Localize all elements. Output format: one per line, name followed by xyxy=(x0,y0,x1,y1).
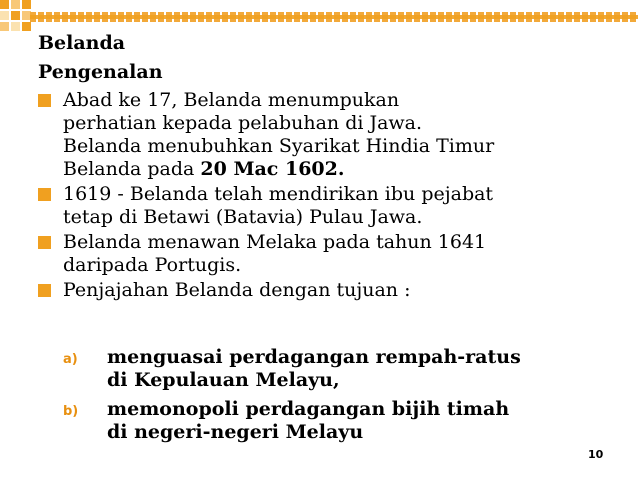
sub-list-item xyxy=(63,398,603,444)
bullet-list xyxy=(38,89,608,304)
checker-square xyxy=(0,0,9,9)
sub-list-text: di Kepulauan Melayu, xyxy=(107,369,340,391)
bullet-text: tetap di Betawi (Batavia) Pulau Jawa. xyxy=(63,206,423,228)
bullet-date-emphasis: 20 Mac 1602. xyxy=(200,158,345,180)
decorative-top-stripe xyxy=(30,12,638,22)
slide-heading: Belanda xyxy=(38,32,126,54)
bullet-text: perhatian kepada pelabuhan di Jawa. xyxy=(63,112,423,134)
bullet-item xyxy=(38,89,608,181)
square-bullet-icon xyxy=(38,94,51,107)
checker-square xyxy=(11,11,20,20)
page-number: 10 xyxy=(588,448,604,461)
checker-square xyxy=(0,22,9,31)
bullet-item xyxy=(38,279,608,302)
bullet-text: 1619 - Belanda telah mendirikan ibu pejabat xyxy=(63,183,494,205)
bullet-text-line xyxy=(63,158,608,181)
bullet-text: Abad ke 17, Belanda menumpukan xyxy=(63,89,400,111)
bullet-item xyxy=(38,183,608,229)
checker-square xyxy=(11,0,20,9)
slide-subheading: Pengenalan xyxy=(38,61,163,83)
sub-list xyxy=(63,346,603,450)
sub-list-text: memonopoli perdagangan bijih timah xyxy=(107,398,510,420)
checker-square xyxy=(22,0,31,9)
square-bullet-icon xyxy=(38,236,51,249)
sub-list-item xyxy=(63,346,603,392)
sub-list-marker: a) xyxy=(63,352,78,367)
checker-square xyxy=(0,11,9,20)
square-bullet-icon xyxy=(38,284,51,297)
sub-list-marker: b) xyxy=(63,404,79,419)
sub-list-text: di negeri-negeri Melayu xyxy=(107,421,364,443)
bullet-text: daripada Portugis. xyxy=(63,254,242,276)
sub-list-text: menguasai perdagangan rempah-ratus xyxy=(107,346,521,368)
square-bullet-icon xyxy=(38,188,51,201)
bullet-text: Penjajahan Belanda dengan tujuan : xyxy=(63,279,411,301)
bullet-text: Belanda menubuhkan Syarikat Hindia Timur xyxy=(63,135,495,157)
checker-square xyxy=(11,22,20,31)
bullet-text: Belanda menawan Melaka pada tahun 1641 xyxy=(63,231,487,253)
bullet-text: Belanda pada xyxy=(63,158,201,180)
checker-square xyxy=(22,22,31,31)
bullet-item xyxy=(38,231,608,277)
